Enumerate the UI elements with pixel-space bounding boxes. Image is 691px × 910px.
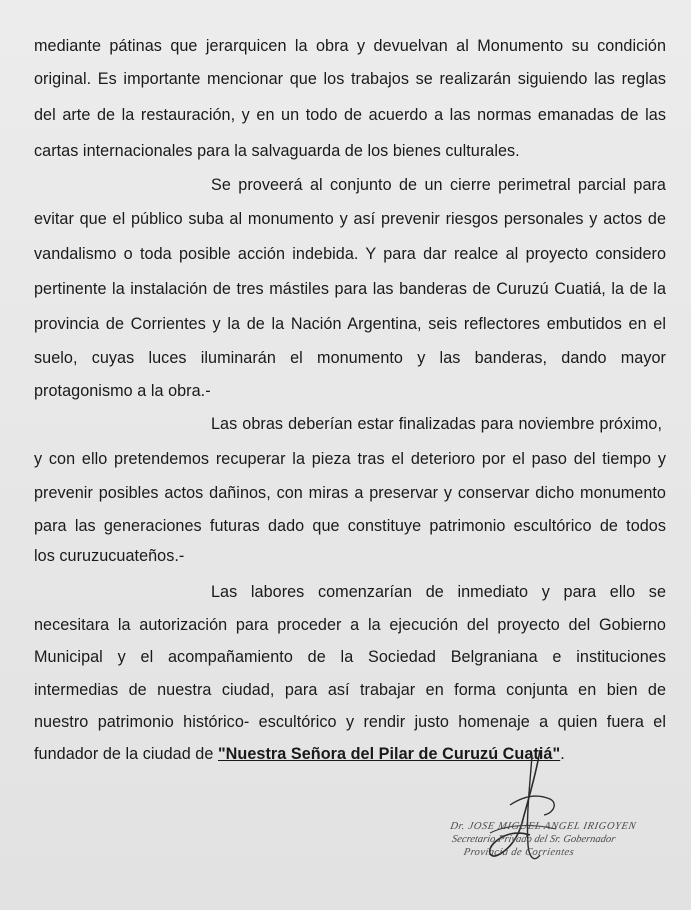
text-line: protagonismo a la obra.- [34,382,211,400]
text-line: provincia de Corrientes y la de la Nación Argentina, seis reflectores embutidos en el [34,315,666,333]
city-name: "Nuestra Señora del Pilar de Curuzú Cuatiá" [217,745,561,763]
stamp-title: Secretario Privado del Sr. Gobernador [451,834,617,845]
closing-line-suffix: . [560,745,565,763]
text-line: del arte de la restauración, y en un todo de acuerdo a las normas emanadas de las [34,106,666,124]
text-line: los curuzucuateños.- [34,547,185,565]
text-line: para las generaciones futuras dado que constituye patrimonio escultórico de todos [34,517,666,535]
text-line: Las labores comenzarían de inmediato y para ello se [211,583,666,601]
text-line: intermedias de nuestra ciudad, para así trabajar en forma conjunta en bien de [34,681,666,699]
stamp-name: Dr. JOSE MIGUEL ANGEL IRIGOYEN [449,821,637,832]
text-line: nuestro patrimonio histórico- escultórico y rendir justo homenaje a quien fuera el [34,713,666,731]
text-line: pertinente la instalación de tres mástiles para las banderas de Curuzú Cuatiá, la de la [34,280,666,298]
text-line: mediante pátinas que jerarquicen la obra y devuelvan al Monumento su condición [34,37,666,55]
text-line: original. Es importante mencionar que los trabajos se realizarán siguiendo las reglas [34,70,666,88]
text-line: Las obras deberían estar finalizadas para noviembre próximo, [211,415,662,433]
text-line: necesitara la autorización para proceder a la ejecución del proyecto del Gobierno [34,616,666,634]
stamp-province: Provincia de Corrientes [462,847,575,858]
closing-line-prefix: fundador de la ciudad de [34,745,218,763]
text-line: y con ello pretendemos recuperar la pieza tras el deterioro por el paso del tiempo y [34,450,666,468]
text-line: vandalismo o toda posible acción indebida. Y para dar realce al proyecto considero [34,245,666,263]
text-line: Se proveerá al conjunto de un cierre perimetral parcial para [211,176,666,194]
text-line: evitar que el público suba al monumento y así prevenir riesgos personales y actos de [34,210,666,228]
text-line: Municipal y el acompañamiento de la Sociedad Belgraniana e instituciones [34,648,666,666]
text-line: prevenir posibles actos dañinos, con miras a preservar y conservar dicho monumento [34,484,666,502]
signature-stamp [445,820,638,859]
text-line: suelo, cuyas luces iluminarán el monumento y las banderas, dando mayor [34,349,666,367]
text-line: cartas internacionales para la salvaguarda de los bienes culturales. [34,142,520,160]
